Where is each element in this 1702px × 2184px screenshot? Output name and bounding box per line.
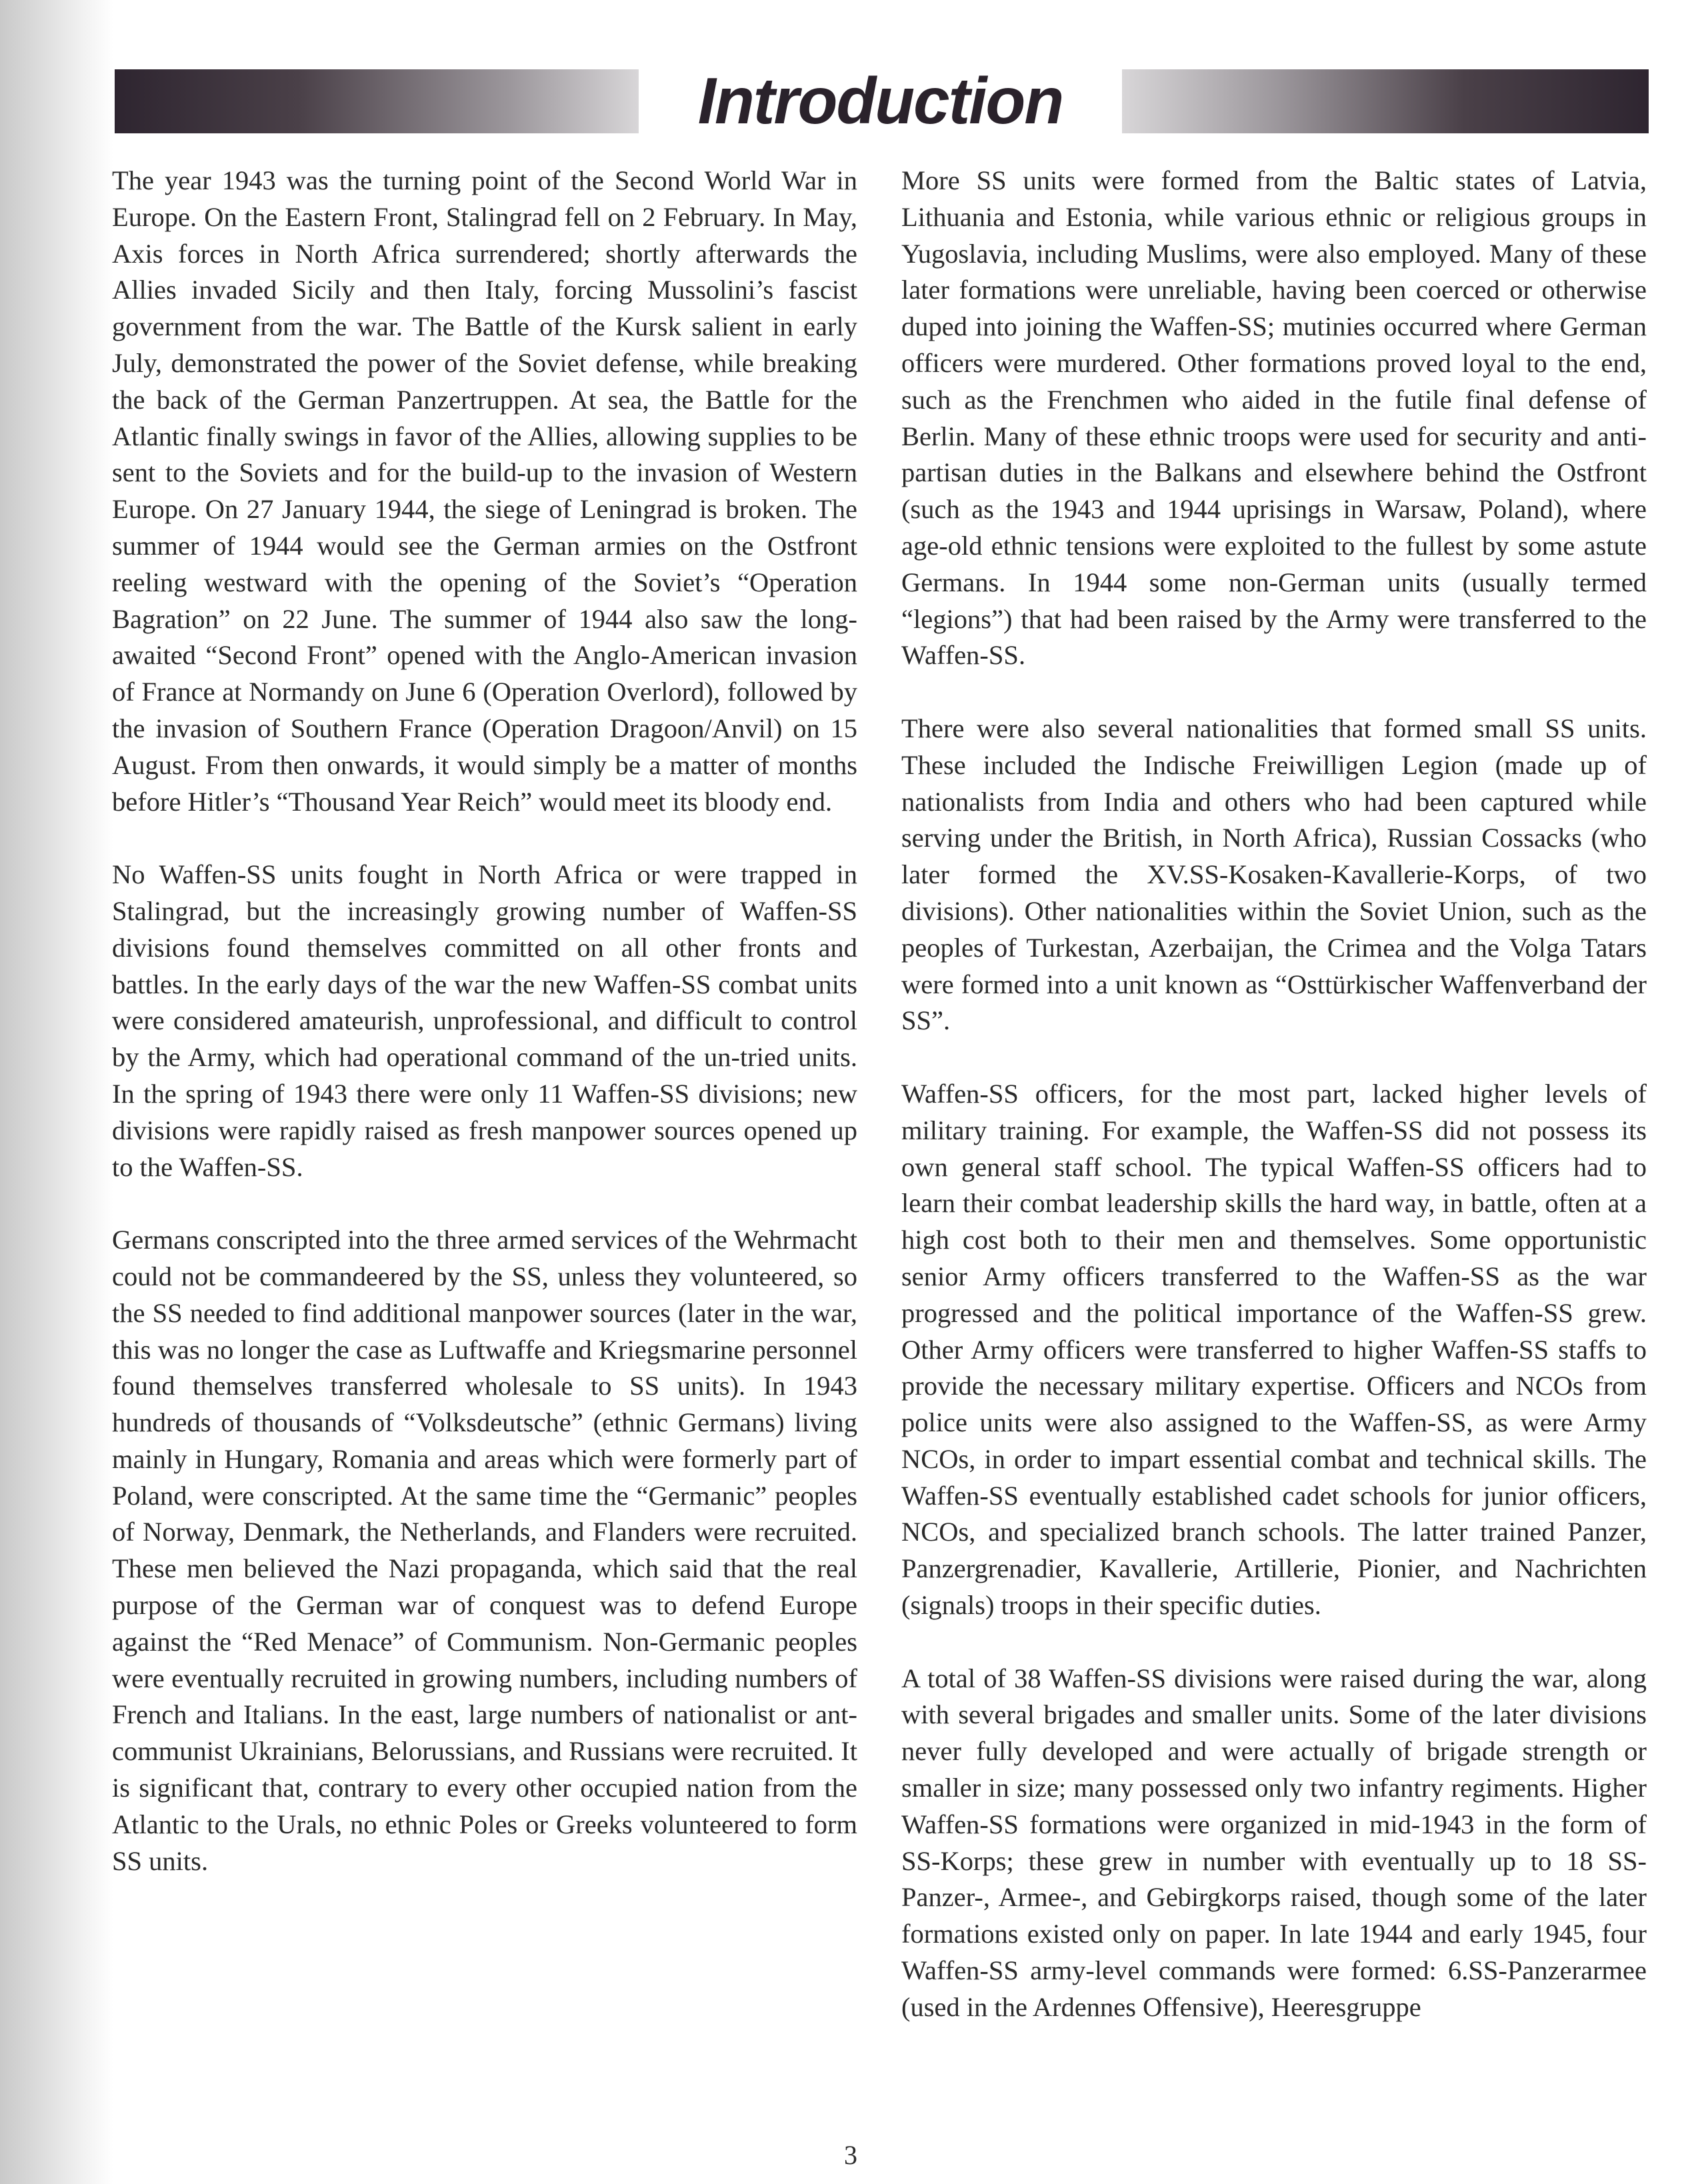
paragraph: Waffen-SS officers, for the most part, lacked higher levels of military training. For example, the Waffen-SS did not possess its own general staff school. The typical Waffen-SS officers had to learn their combat leadership skills the hard way, in battle, often at a high cost both to their men and themselves. Some opportunistic senior Army officers transferred to the Waffen-SS as the war progressed and the political importance of the Waffen-SS grew. Other Army officers were transferred to higher Waffen-SS staffs to provide the necessary military expertise. Officers and NCOs from police units were also assigned to the Waffen-SS, as were Army NCOs, in order to impart essential combat and technical skills. The Waffen-SS eventually established cadet schools for junior officers, NCOs, and specialized branch schools. The latter trained Panzer, Panzergrenadier, Kavallerie, Artillerie, Pionier, and Nachrichten (signals) troops in their specific duties.: [901, 1078, 1647, 1621]
paragraph: No Waffen-SS units fought in North Africa or were trapped in Stalingrad, but the increasingly growing number of Waffen-SS divisions found themselves committed on all other fronts and battles. In the early days of the war the new Waffen-SS combat units were considered amateurish, unprofessional, and difficult to control by the Army, which had operational command of the un-tried units. In the spring of 1943 there were only 11 Waffen-SS divisions; new divisions were rapidly raised as fresh manpower sources opened up to the Waffen-SS.: [112, 859, 857, 1182]
binding-gutter-shadow: [0, 0, 113, 2184]
page-number: 3: [844, 2140, 857, 2170]
title-bar-right: [1122, 69, 1649, 133]
paragraph: More SS units were formed from the Baltic states of Latvia, Lithuania and Estonia, while various ethnic or religious groups in Yugoslavia, including Muslims, were also employed. Many of these later formations were unreliable, having been coerced or otherwise duped into joining the Waffen-SS; mutinies occurred where German officers were murdered. Other formations proved loyal to the end, such as the Frenchmen who aided in the futile final defense of Berlin. Many of these ethnic troops were used for security and anti-partisan duties in the Balkans and elsewhere behind the Ostfront (such as the 1943 and 1944 uprisings in Warsaw, Poland), where age-old ethnic tensions were exploited to the fullest by some astute Germans. In 1944 some non-German units (usually termed “legions”) that had been raised by the Army were transferred to the Waffen-SS.: [901, 165, 1647, 671]
right-column: [901, 163, 1647, 2062]
paragraph: The year 1943 was the turning point of the Second World War in Europe. On the Eastern Front, Stalingrad fell on 2 February. In May, Axis forces in North Africa surrendered; shortly afterwards the Allies invaded Sicily and then Italy, forcing Mussolini’s fascist government from the war. The Battle of the Kursk salient in early July, demonstrated the power of the Soviet defense, while breaking the back of the German Panzertruppen. At sea, the Battle for the Atlantic finally swings in favor of the Allies, allowing supplies to be sent to the Soviets and for the build-up to the invasion of Western Europe. On 27 January 1944, the siege of Leningrad is broken. The summer of 1944 would see the German armies on the Ostfront reeling westward with the opening of the Soviet’s “Operation Bagration” on 22 June. The summer of 1944 also saw the long-awaited “Second Front” opened with the Anglo-American invasion of France at Normandy on June 6 (Operation Overlord), followed by the invasion of Southern France (Operation Dragoon/Anvil) on 15 August. From then onwards, it would simply be a matter of months before Hitler’s “Thousand Year Reich” would meet its bloody end.: [112, 165, 857, 817]
page-title: Introduction: [697, 64, 1063, 137]
title-bar-left: [115, 69, 639, 133]
paragraph: A total of 38 Waffen-SS divisions were raised during the war, along with several brigades and smaller units. Some of the later divisions never fully developed and were actually of brigade strength or smaller in size; many possessed only two infantry regiments. Higher Waffen-SS formations were organized in mid-1943 in the form of SS-Korps; these grew in number with eventually up to 18 SS-Panzer-, Armee-, and Gebirgkorps raised, though some of the later formations existed only on paper. In late 1944 and early 1945, four Waffen-SS army-level commands were formed: 6.SS-Panzerarmee (used in the Ardennes Offensive), Heeresgruppe: [901, 1663, 1647, 2022]
paragraph: Germans conscripted into the three armed services of the Wehrmacht could not be commandeered by the SS, unless they volunteered, so the SS needed to find additional manpower sources (later in the war, this was no longer the case as Luftwaffe and Kriegsmarine personnel found themselves transferred wholesale to SS units). In 1943 hundreds of thousands of “Volksdeutsche” (ethnic Germans) living mainly in Hungary, Romania and areas which were formerly part of Poland, were conscripted. At the same time the “Germanic” peoples of Norway, Denmark, the Netherlands, and Flanders were recruited. These men believed the Nazi propaganda, which said that the real purpose of the German war of conquest was to defend Europe against the “Red Menace” of Communism. Non-Germanic peoples were eventually recruited in growing numbers, including numbers of French and Italians. In the east, large numbers of nationalist or ant-communist Ukrainians, Belorussians, and Russians were recruited. It is significant that, contrary to every other occupied nation from the Atlantic to the Urals, no ethnic Poles or Greeks volunteered to form SS units.: [112, 1225, 857, 1876]
paragraph: There were also several nationalities that formed small SS units. These included the Indische Freiwilligen Legion (made up of nationalists from India and others who had been captured while serving under the British, in North Africa), Russian Cossacks (who later formed the XV.SS-Kosaken-Kavallerie-Korps, of two divisions). Other nationalities within the Soviet Union, such as the peoples of Turkestan, Azerbaijan, the Crimea and the Volga Tatars were formed into a unit known as “Osttürkischer Waffenverband der SS”.: [901, 713, 1647, 1036]
left-column: [112, 163, 857, 1916]
